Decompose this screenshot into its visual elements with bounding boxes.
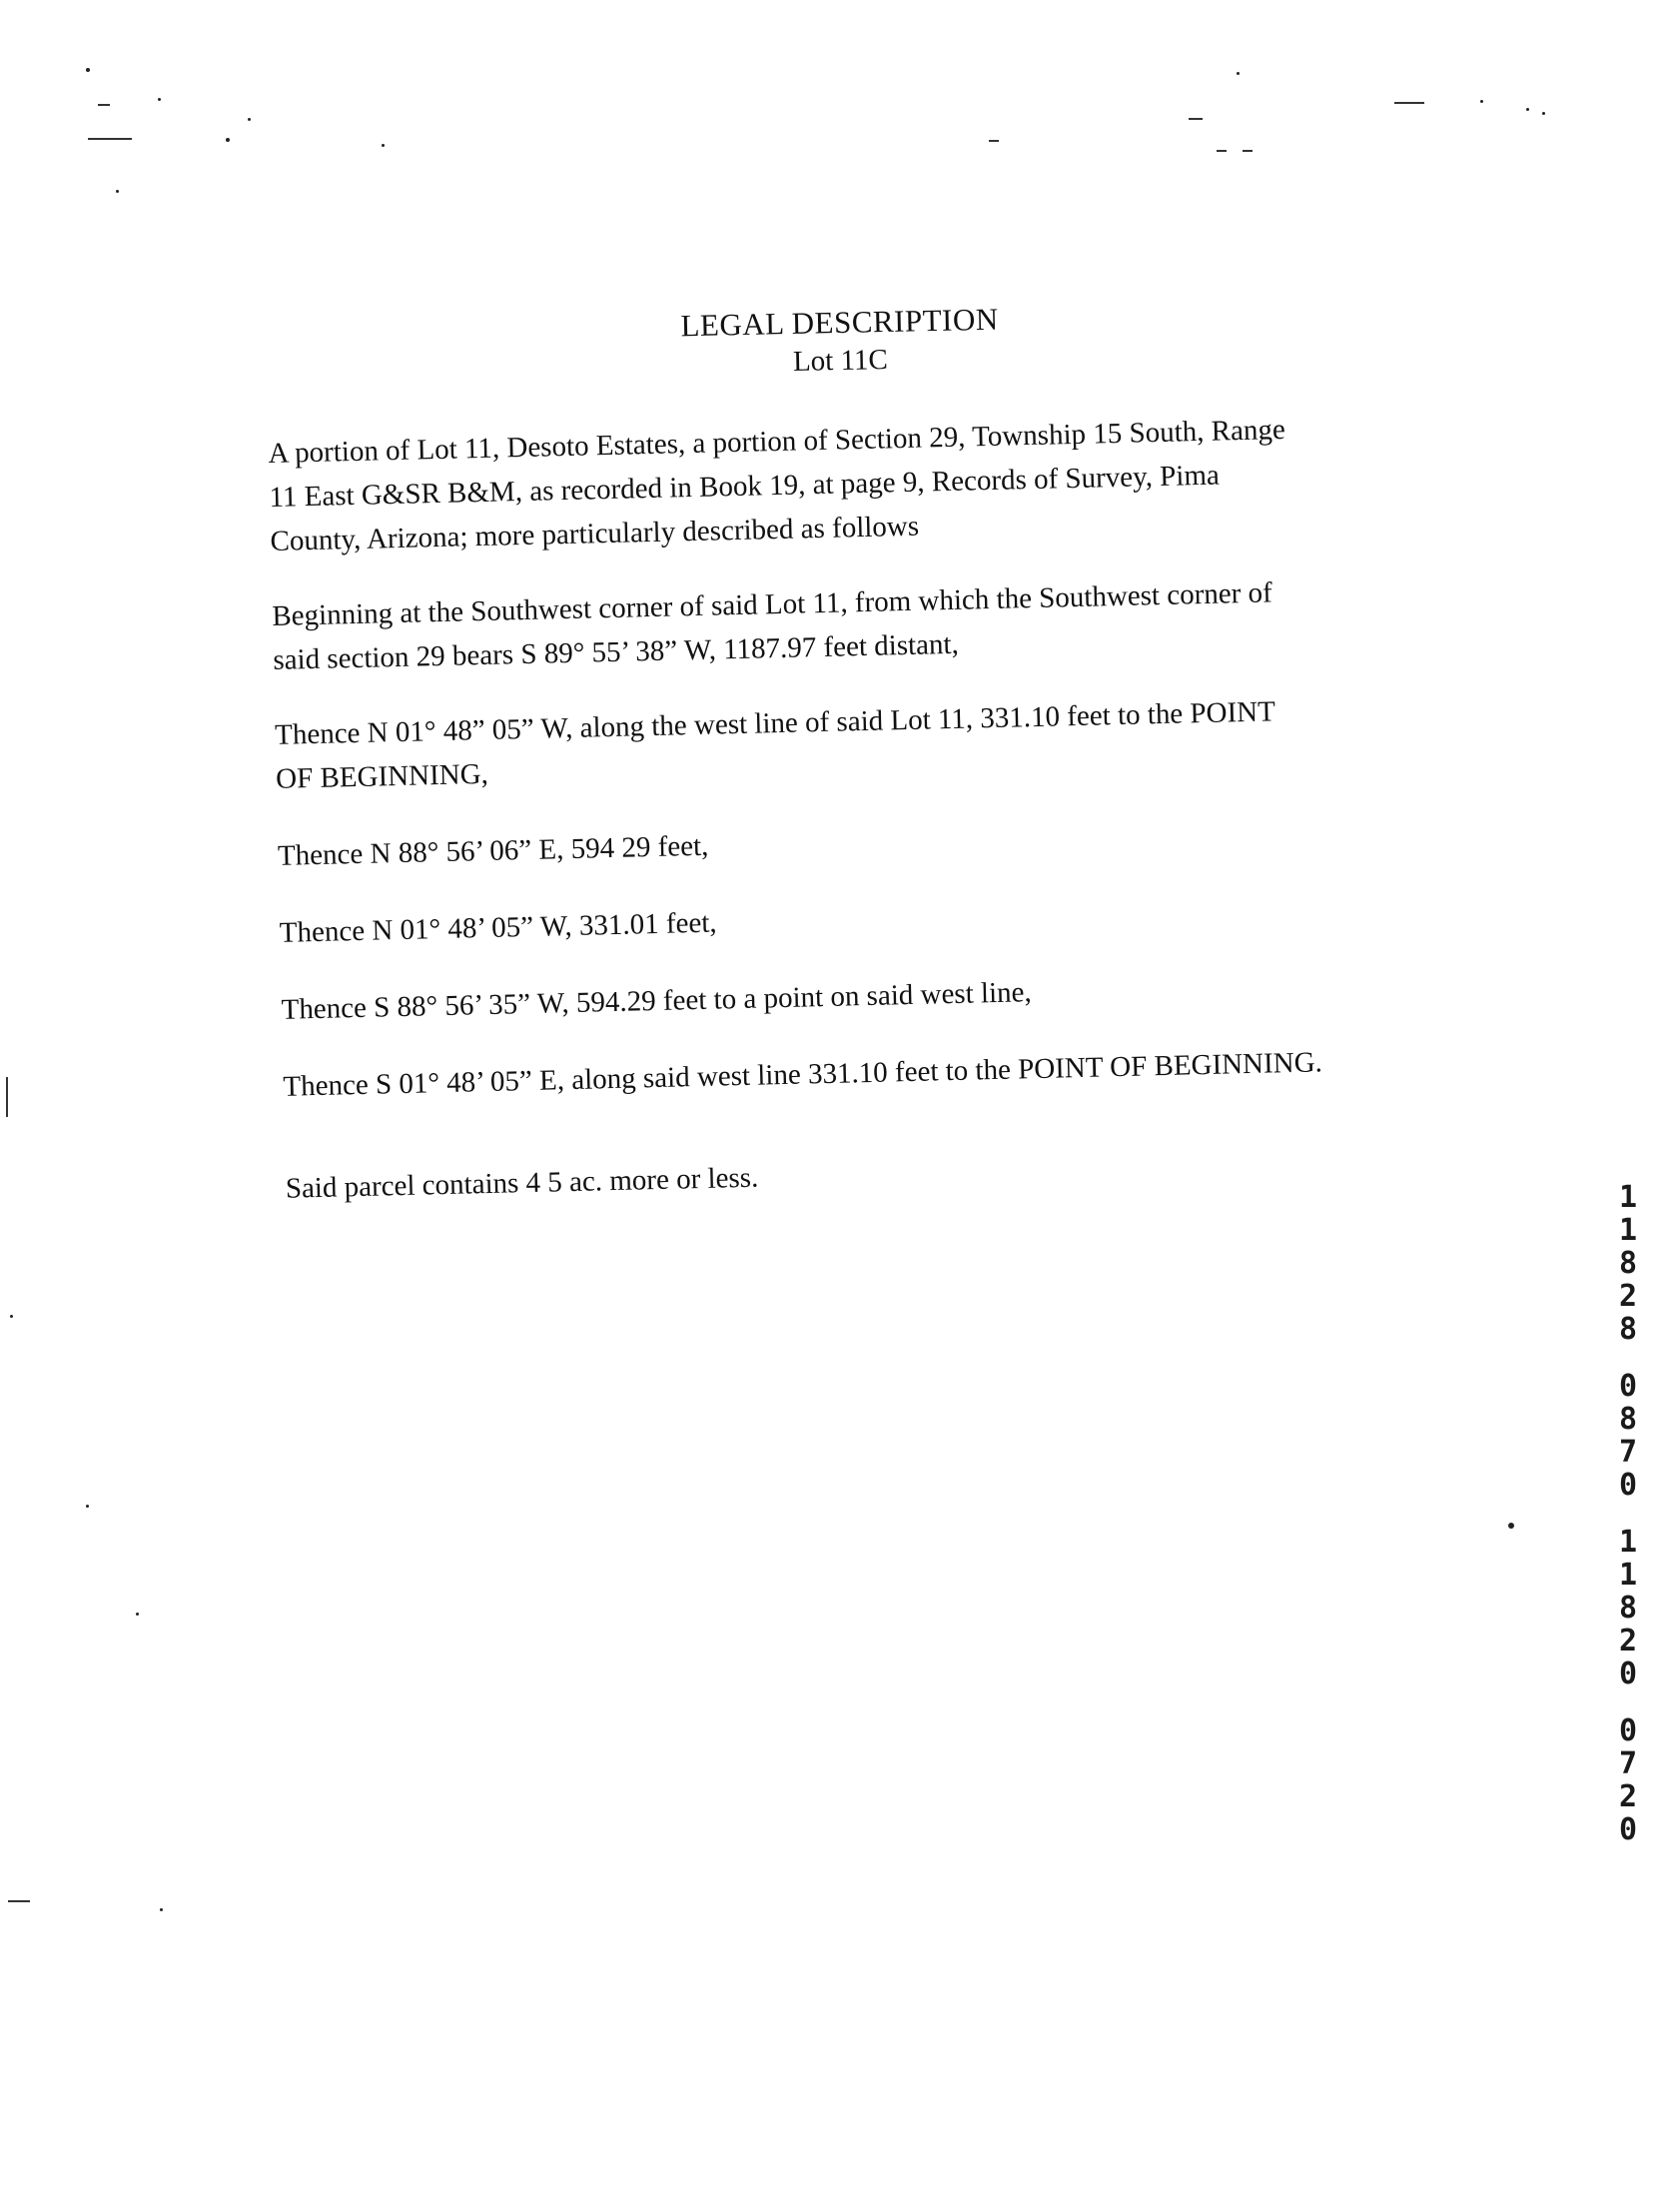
paragraph-course-2: Thence N 88° 56’ 06” E, 594 29 feet,: [277, 829, 709, 872]
legal-description-body: [268, 404, 1484, 1211]
stamp-digit: 0: [1618, 1468, 1638, 1503]
scan-speck: [1542, 112, 1545, 115]
paragraph-course-1: Thence N 01° 48” 05” W, along the west line of said Lot 11, 331.10 feet to the POINT OF BEGINNING,: [274, 695, 1276, 795]
stamp-digit: 8: [1618, 1312, 1638, 1347]
paragraph-acreage: Said parcel contains 4 5 ac. more or less.: [285, 1161, 759, 1205]
scan-dash: [1394, 102, 1424, 104]
scan-speck: [1480, 100, 1483, 103]
stamp-digit: 2: [1618, 1624, 1638, 1658]
stamp-digit: 8: [1618, 1246, 1638, 1281]
stamp-digit: 2: [1618, 1779, 1638, 1814]
scan-speck: [248, 118, 251, 121]
stamp-group: [1610, 1526, 1646, 1690]
stamp-digit: 2: [1618, 1279, 1638, 1314]
scan-dash: [989, 140, 999, 142]
paragraph-beginning: Beginning at the Southwest corner of said Lot 11, from which the Southwest corner of said section 29 bears S 89° 55’ 38” W, 1187.97 feet distant,: [271, 576, 1273, 676]
scan-speck: [158, 98, 161, 101]
stamp-digit: 1: [1618, 1558, 1638, 1593]
scan-speck: [226, 138, 230, 142]
stamp-digit: 8: [1618, 1402, 1638, 1437]
document-heading: [0, 287, 1680, 395]
stamp-digit: 1: [1618, 1180, 1638, 1215]
paragraph-course-4: Thence S 88° 56’ 35” W, 594.29 feet to a point on said west line,: [281, 976, 1033, 1026]
scan-speck: [1237, 72, 1240, 75]
scan-speck: [1508, 1523, 1514, 1529]
stamp-digit: 7: [1618, 1435, 1638, 1470]
stamp-digit: 0: [1618, 1657, 1638, 1691]
paragraph-course-3: Thence N 01° 48’ 05” W, 331.01 feet,: [279, 906, 717, 949]
scan-edge-mark: [6, 1077, 8, 1117]
stamp-digit: 7: [1618, 1746, 1638, 1781]
scan-dash: [88, 138, 132, 140]
stamp-group: [1610, 1181, 1646, 1346]
scan-dash: [98, 104, 110, 106]
stamp-digit: 1: [1618, 1525, 1638, 1560]
scan-dash: [1217, 150, 1227, 152]
stamp-digit: 0: [1618, 1812, 1638, 1847]
scan-speck: [1526, 108, 1529, 111]
scan-dash: [1189, 118, 1203, 120]
stamp-digit: 0: [1618, 1713, 1638, 1748]
document-subtitle: Lot 11C: [792, 344, 889, 378]
scan-speck: [86, 68, 90, 72]
scan-dash: [1243, 150, 1253, 152]
stamp-group: [1610, 1370, 1646, 1502]
scan-dash: [8, 1900, 30, 1902]
stamp-digit: 8: [1618, 1591, 1638, 1626]
scan-speck: [136, 1613, 139, 1616]
document-title: LEGAL DESCRIPTION: [680, 301, 1000, 344]
paragraph-parcel-intro: A portion of Lot 11, Desoto Estates, a portion of Section 29, Township 15 South, Range 11 East G&SR B&M, as recorded in Book 19, at page 9, Records of Survey, Pima County, Arizona; more particularly described as follows: [268, 414, 1286, 557]
stamp-digit: 0: [1618, 1369, 1638, 1404]
stamp-digit: 1: [1618, 1213, 1638, 1248]
scan-speck: [382, 144, 385, 147]
stamp-group: [1610, 1714, 1646, 1846]
scan-speck: [86, 1505, 89, 1508]
recording-number-stamp: [1610, 1181, 1646, 1870]
paragraph-course-5: Thence S 01° 48’ 05” E, along said west line 331.10 feet to the POINT OF BEGINNING.: [283, 1046, 1323, 1103]
scan-speck: [10, 1315, 13, 1318]
scan-speck: [160, 1908, 163, 1911]
scan-speck: [116, 190, 119, 193]
